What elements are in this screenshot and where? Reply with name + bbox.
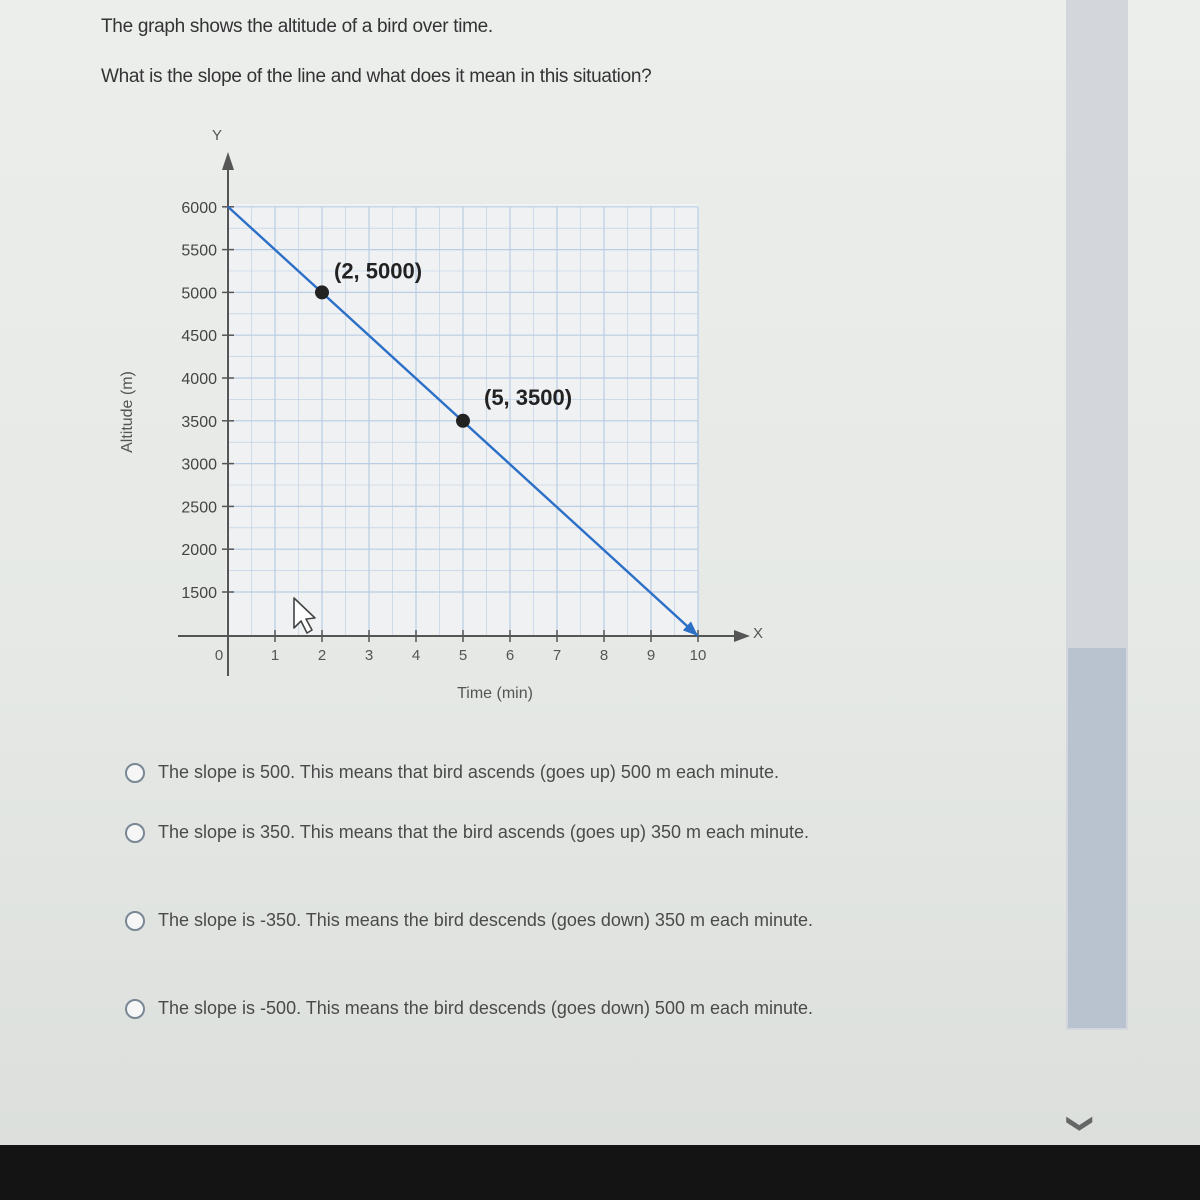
monitor-bezel xyxy=(0,1145,1200,1200)
answer-option-label: The slope is 350. This means that the bird ascends (goes up) 350 m each minute. xyxy=(158,822,810,842)
x-tick-label: 9 xyxy=(646,647,656,664)
answer-option-4[interactable] xyxy=(125,998,885,1020)
y-tick-label: 3500 xyxy=(181,413,217,431)
question-intro: The graph shows the altitude of a bird over time. xyxy=(101,16,493,37)
answer-option-3[interactable] xyxy=(125,910,885,932)
radio-button[interactable] xyxy=(125,911,145,931)
data-point xyxy=(456,414,470,428)
x-tick-label: 10 xyxy=(689,647,707,664)
x-tick-label: 2 xyxy=(317,647,327,664)
data-point-label: (5, 3500) xyxy=(484,384,573,410)
x-tick-label: 5 xyxy=(458,647,468,664)
question-prompt: What is the slope of the line and what does it mean in this situation? xyxy=(101,66,652,87)
altitude-chart xyxy=(0,0,800,720)
x-tick-label: 6 xyxy=(505,647,515,664)
x-axis-letter: X xyxy=(753,625,764,642)
x-tick-label: 1 xyxy=(270,647,280,664)
x-tick-label: 3 xyxy=(364,647,374,664)
x-axis-arrow xyxy=(734,630,750,642)
answer-option-label: The slope is -350. This means the bird descends (goes down) 350 m each minute. xyxy=(158,910,814,930)
y-tick-label: 4000 xyxy=(181,371,217,388)
x-tick-label: 7 xyxy=(552,647,562,664)
y-tick-label: 2000 xyxy=(181,542,217,560)
y-tick-label: 2500 xyxy=(181,499,217,517)
y-tick-label: 5000 xyxy=(181,285,217,303)
radio-button[interactable] xyxy=(125,823,145,843)
y-axis-title: Altitude (m) xyxy=(119,371,136,453)
data-point xyxy=(315,285,329,299)
y-tick-label: 1500 xyxy=(181,585,217,602)
y-tick-label: 6000 xyxy=(181,199,217,217)
y-tick-label: 5500 xyxy=(181,242,217,260)
y-tick-label: 4500 xyxy=(181,328,217,346)
answer-option-2[interactable] xyxy=(125,822,885,844)
y-axis-letter: Y xyxy=(212,127,223,144)
answer-option-1[interactable] xyxy=(125,762,885,784)
answer-option-label: The slope is 500. This means that bird ascends (goes up) 500 m each minute. xyxy=(158,762,780,782)
scrollbar-thumb[interactable] xyxy=(1068,648,1126,1028)
x-tick-label: 0 xyxy=(214,647,224,664)
radio-button[interactable] xyxy=(125,999,145,1019)
scroll-down-icon[interactable]: ❯ xyxy=(1066,1112,1097,1135)
x-tick-label: 8 xyxy=(599,647,609,664)
answer-option-label: The slope is -500. This means the bird descends (goes down) 500 m each minute. xyxy=(158,998,814,1018)
x-axis-title: Time (min) xyxy=(457,685,533,702)
y-tick-label: 3000 xyxy=(181,456,217,474)
x-tick-label: 4 xyxy=(411,647,421,664)
radio-button[interactable] xyxy=(125,763,145,783)
y-axis-arrow xyxy=(222,152,234,170)
data-point-label: (2, 5000) xyxy=(334,258,423,284)
